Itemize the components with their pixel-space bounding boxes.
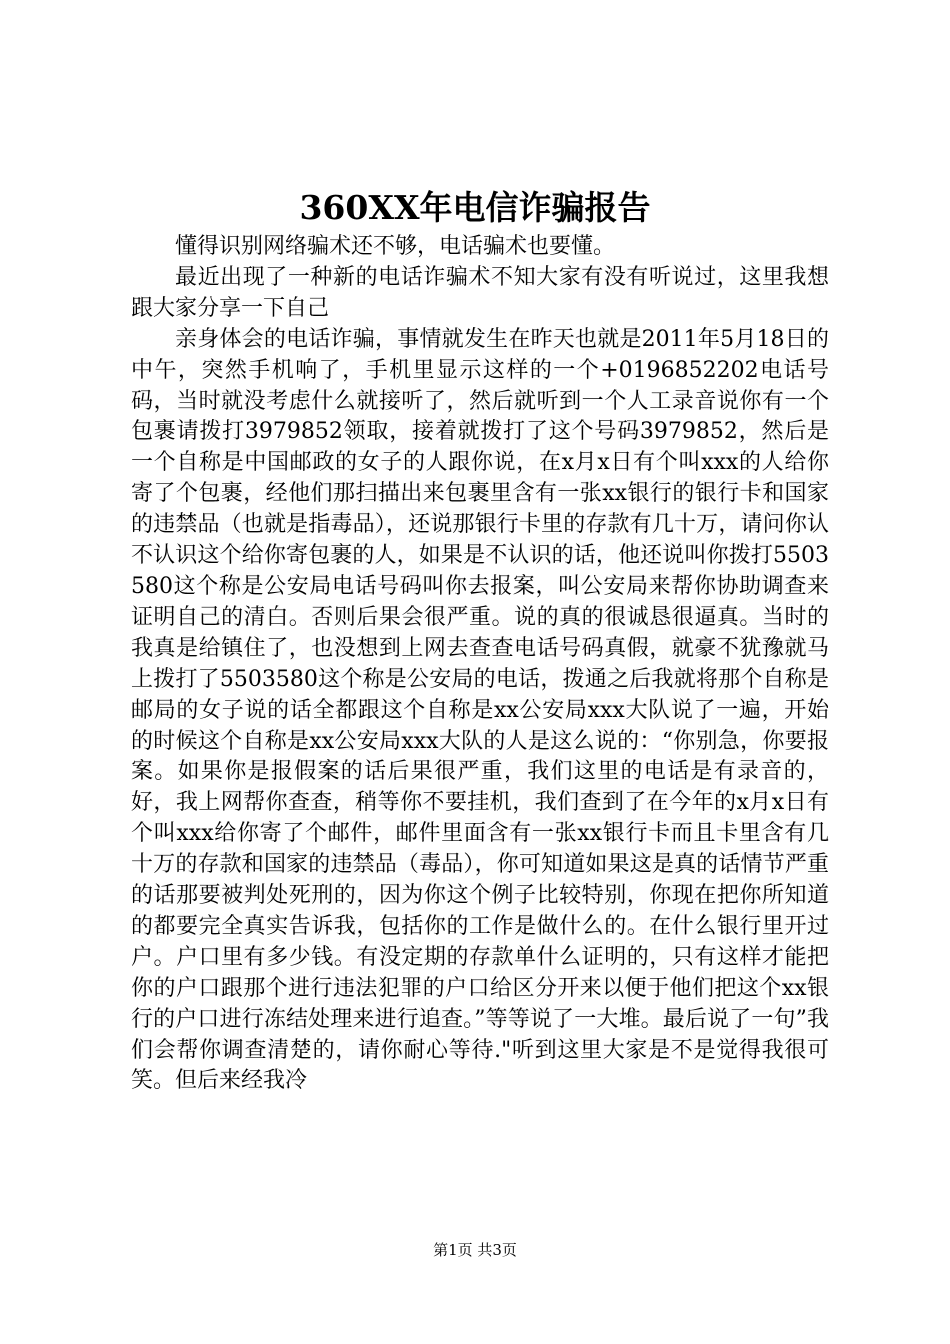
document-body (131, 232, 829, 1097)
document-title: 360XX年电信诈骗报告 (299, 188, 651, 227)
page-footer: 第1页 共3页 (433, 1241, 517, 1259)
paragraph-share: 最近出现了一种新的电话诈骗术不知大家有没有听说过，这里我想跟大家分享一下自己 (131, 264, 829, 321)
paragraph-story: 亲身体会的电话诈骗，事情就发生在昨天也就是2011年5月18日的中午，突然手机响了，手机里显示这样的一个+0196852202电话号码，当时就没考虑什么就接听了，然后就听到一个人工录音说你有一个包裹请拨打3979852领取，接着就拨打了这个号码3979852，然后是一个自称是中国邮政的女子的人跟你说，在x月x日有个叫xxx的人给你寄了个包裹，经他们那扫描出来包裹里含有一张xx银行的银行卡和国家的违禁品（也就是指毒品），还说那银行卡里的存款有几十万，请问你认不认识这个给你寄包裹的人，如果是不认识的话，他还说叫你拨打5503580这个称是公安局电话号码叫你去报案，叫公安局来帮你协助调查来证明自己的清白。否则后果会很严重。说的真的很诚恳很逼真。当时的我真是给镇住了，也没想到上网去查查电话号码真假，就豪不犹豫就马上拨打了5503580这个称是公安局的电话，拨通之后我就将那个自称是邮局的女子说的话全都跟这个自称是xx公安局xxx大队说了一遍，开始的时候这个自称是xx公安局xxx大队的人是这么说的：“你别急，你要报案。如果你是报假案的话后果很严重，我们这里的电话是有录音的，好，我上网帮你查查，稍等你不要挂机，我们查到了在今年的x月x日有个叫xxx给你寄了个邮件，邮件里面含有一张xx银行卡而且卡里含有几十万的存款和国家的违禁品（毒品），你可知道如果这是真的话情节严重的话那要被判处死刑的，因为你这个例子比较特别，你现在把你所知道的都要完全真实告诉我，包括你的工作是做什么的。在什么银行里开过户。户口里有多少钱。有没定期的存款单什么证明的，只有这样才能把你的户口跟那个进行违法犯罪的户口给区分开来以便于他们把这个xx银行的户口进行冻结处理来进行追查。”等等说了一大堆。最后说了一句”我们会帮你调查清楚的，请你耐心等待."听到这里大家是不是觉得我很可笑。但后来经我冷 (131, 326, 829, 1094)
paragraph-intro: 懂得识别网络骗术还不够，电话骗术也要懂。 (175, 234, 616, 259)
